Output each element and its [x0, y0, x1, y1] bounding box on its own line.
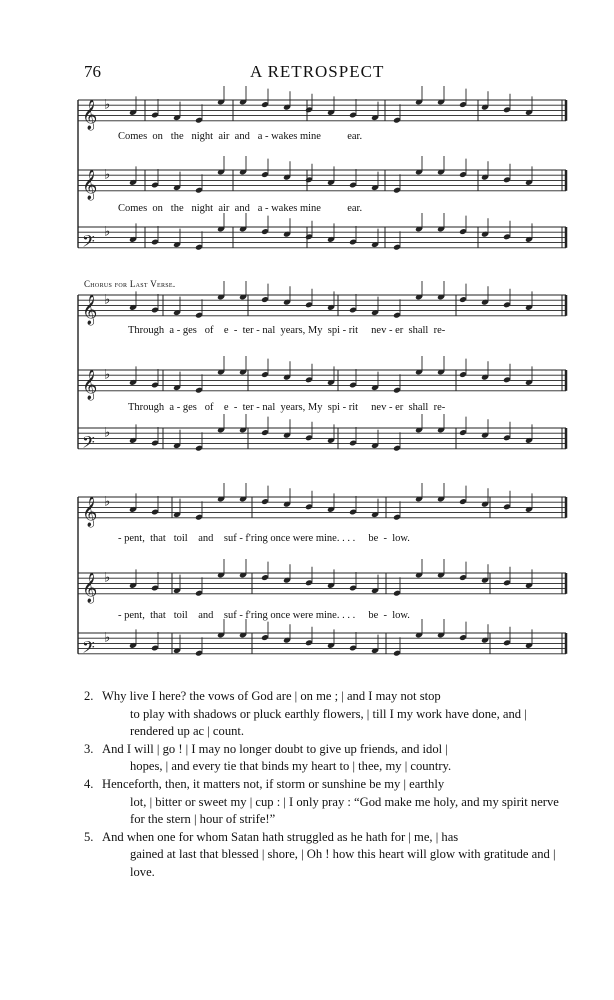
verse — [84, 741, 564, 776]
verse-text: lot, | bitter or sweet my | cup : | I only pray : “God make me holy, and my spirit nerve for the stern | hour of strife!” — [130, 794, 559, 827]
verse — [84, 829, 564, 882]
verse — [84, 688, 564, 741]
verse-first-line: And when one for whom Satan hath struggled as he hath for | me, | has — [102, 829, 459, 844]
flat-icon: ♭ — [104, 494, 111, 510]
chorus-label: Chorus for Last Verse. — [84, 279, 176, 289]
page-title: A RETROSPECT — [250, 62, 385, 81]
verse-first-line: And I will | go ! | I may no longer doubt to give up friends, and idol | — [102, 741, 448, 756]
treble-clef-icon: 𝄞 — [82, 99, 98, 130]
verse-text: gained at last that blessed | shore, | Oh ! how this heart will glow with gratitude and | love. — [130, 847, 556, 879]
verse-first-line: Henceforth, then, it matters not, if storm or sunshine be my | earthly — [102, 776, 445, 791]
verse-number: 3. — [84, 741, 94, 756]
treble-clef-icon: 𝄞 — [82, 369, 98, 400]
verse-first-line: Why live I here? the vows of God are | on me ; | and I may not stop — [102, 689, 441, 703]
flat-icon: ♭ — [104, 367, 111, 383]
bass-clef-icon: 𝄢 — [82, 636, 95, 661]
verse-number: 2. — [84, 689, 94, 703]
lyric-line: Comes on the night air and a - wakes mine ear. — [118, 131, 363, 142]
verse — [84, 776, 564, 829]
verse-number: 4. — [84, 776, 94, 791]
lyric-line: - pent, that toil and suf - f'ring once were mine. . . . be - low. — [118, 610, 410, 621]
treble-clef-icon: 𝄞 — [82, 572, 98, 603]
flat-icon: ♭ — [104, 224, 111, 240]
bass-clef-icon: 𝄢 — [82, 230, 95, 255]
flat-icon: ♭ — [104, 97, 111, 113]
flat-icon: ♭ — [104, 292, 111, 308]
flat-icon: ♭ — [104, 167, 111, 183]
lyric-line: Through a - ges of e - ter - nal years, My spi - rit nev - er shall re- — [128, 402, 446, 413]
lyric-line: - pent, that toil and suf - f'ring once were mine. . . . be - low. — [118, 533, 410, 544]
flat-icon: ♭ — [104, 425, 111, 441]
treble-clef-icon: 𝄞 — [82, 169, 98, 200]
treble-clef-icon: 𝄞 — [82, 294, 98, 325]
treble-clef-icon: 𝄞 — [82, 496, 98, 527]
verse-number: 5. — [84, 829, 94, 844]
page-number: 76 — [84, 62, 101, 81]
flat-icon: ♭ — [104, 570, 111, 586]
verse-text: hopes, | and every tie that binds my heart to | thee, my | country. — [130, 759, 452, 774]
verse-text: to play with shadows or pluck earthly flowers, | till I my work have done, and | rendered up ac | count. — [130, 706, 527, 739]
flat-icon: ♭ — [104, 630, 111, 646]
bass-clef-icon: 𝄢 — [82, 431, 95, 456]
lyric-line: Through a - ges of e - ter - nal years, My spi - rit nev - er shall re- — [128, 325, 446, 336]
lyric-line: Comes on the night air and a - wakes mine ear. — [118, 203, 363, 214]
verses — [84, 688, 564, 882]
